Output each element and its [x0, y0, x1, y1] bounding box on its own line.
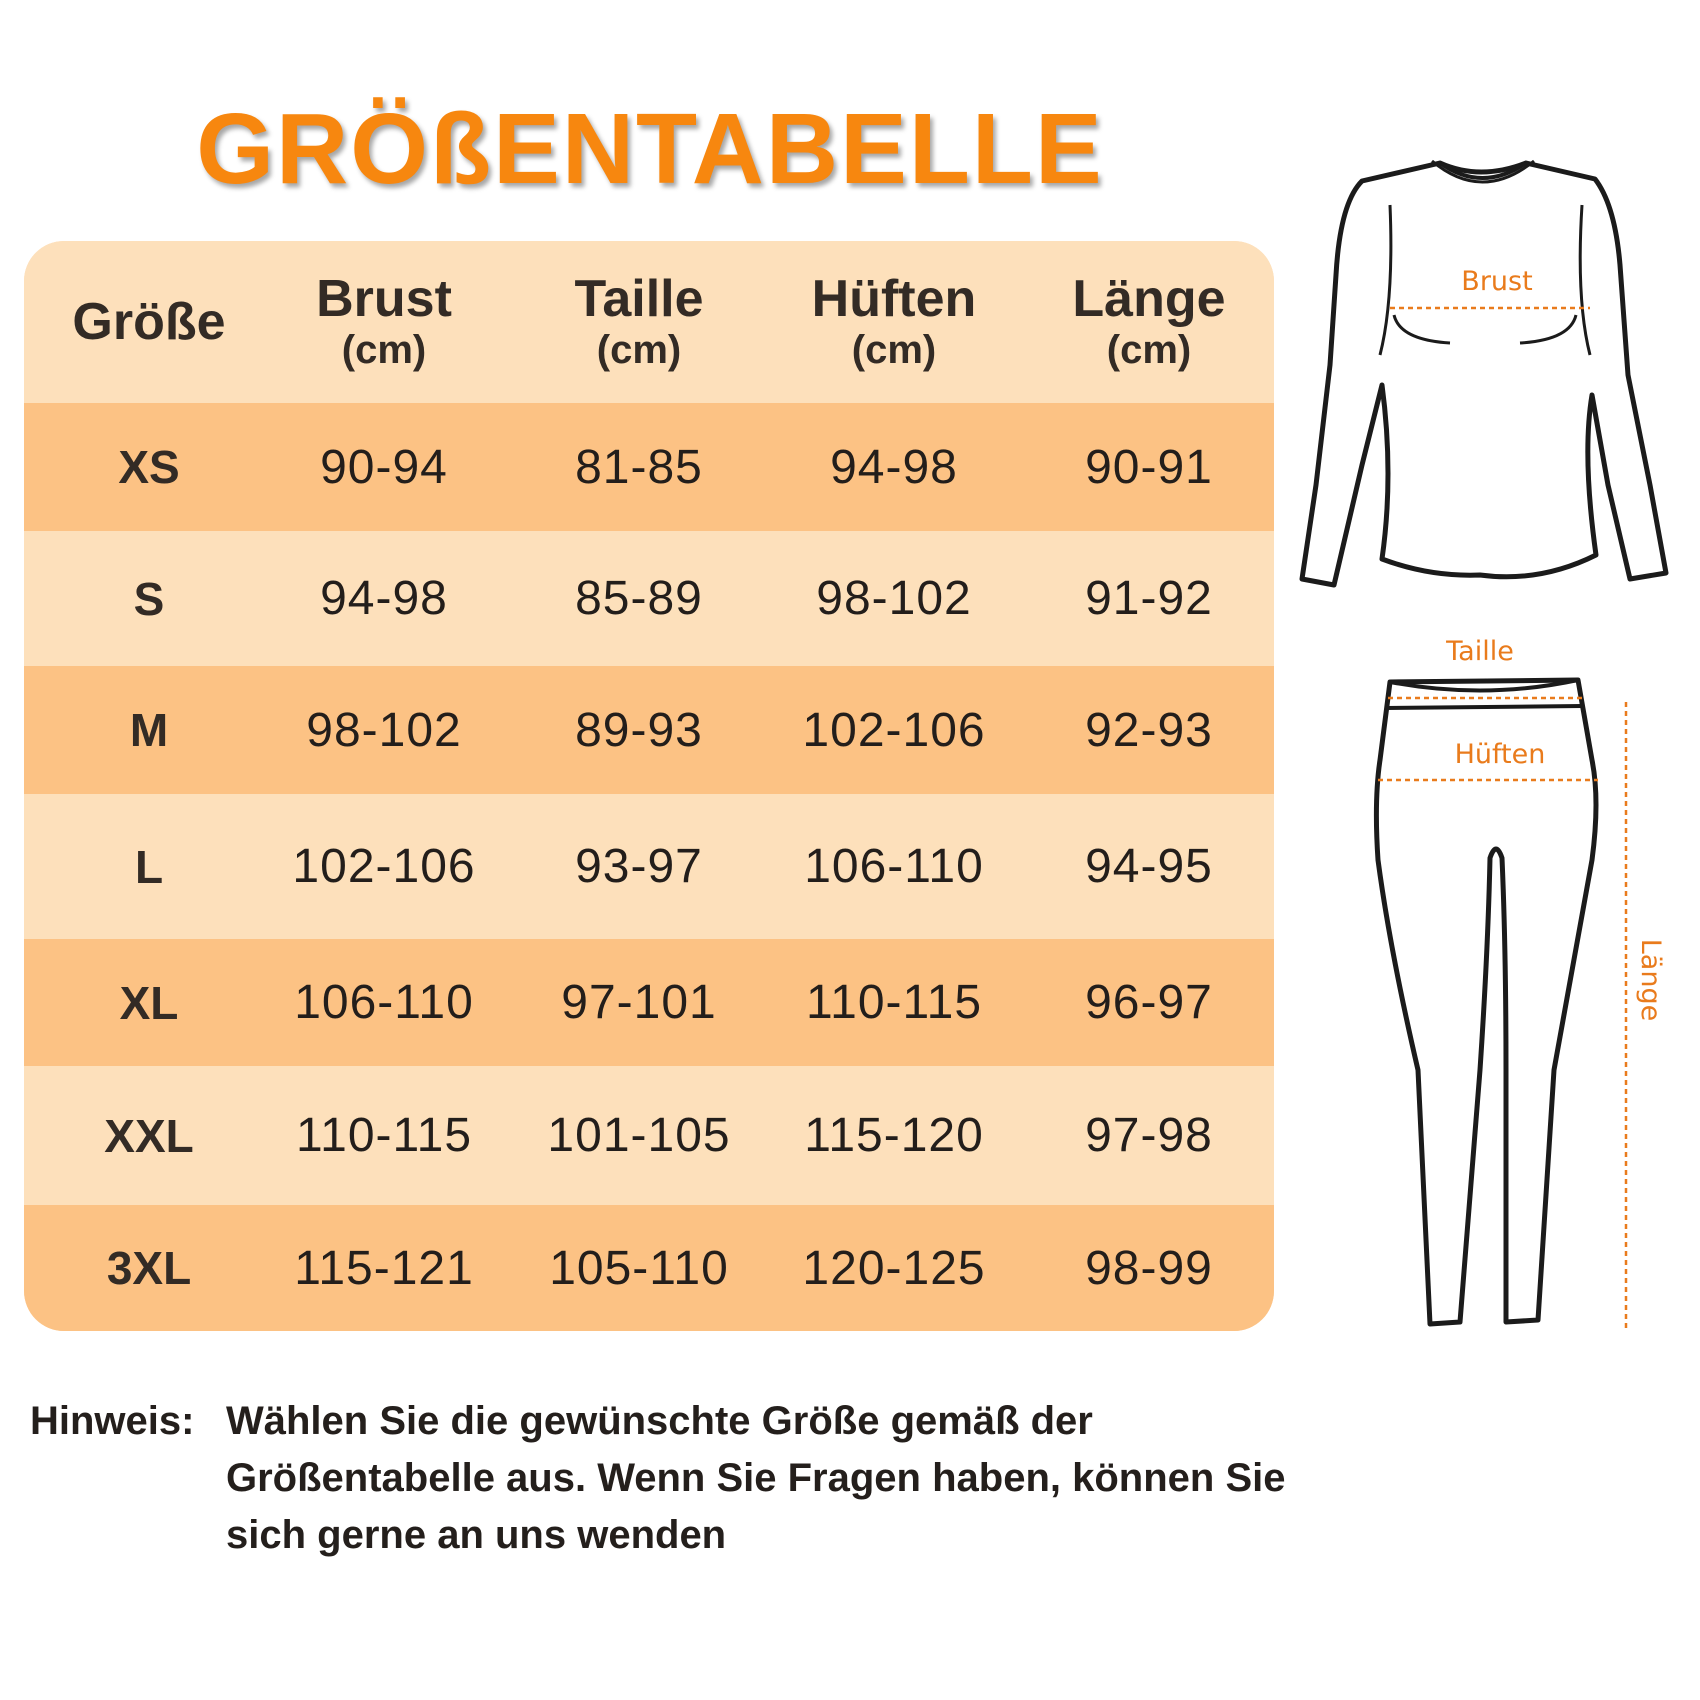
- leggings-diagram: [1330, 630, 1680, 1350]
- length-label: Länge: [1635, 938, 1666, 1022]
- hueften-cell: 102-106: [802, 703, 986, 757]
- hueften-cell: 115-120: [804, 1109, 984, 1162]
- table-row-3xl: [24, 1205, 1274, 1331]
- size-cell: XXL: [104, 1109, 194, 1162]
- table-row-m: [24, 666, 1274, 794]
- laenge-cell: 97-98: [1085, 1109, 1213, 1162]
- header-brust-label: Brust: [316, 270, 452, 328]
- size-cell: S: [133, 572, 165, 625]
- laenge-cell: 90-91: [1085, 440, 1213, 494]
- taille-cell: 105-110: [549, 1241, 729, 1295]
- chest-label: Brust: [1461, 266, 1533, 297]
- brust-cell: 94-98: [320, 572, 448, 625]
- hueften-cell: 98-102: [816, 572, 972, 625]
- header-size: [24, 241, 274, 403]
- hip-label: Hüften: [1454, 739, 1546, 770]
- header-taille-unit: (cm): [596, 328, 682, 372]
- taille-cell: 97-101: [561, 976, 717, 1029]
- shirt-outline-icon: [1290, 155, 1700, 595]
- size-cell: 3XL: [106, 1242, 192, 1294]
- table-header-row: [24, 241, 1274, 403]
- size-cell: M: [129, 704, 169, 756]
- taille-cell: 93-97: [575, 840, 703, 893]
- table-row-xxl: [24, 1066, 1274, 1205]
- leggings-outline-icon: [1330, 630, 1680, 1350]
- brust-cell: 102-106: [292, 840, 476, 893]
- page-title: GRÖßENTABELLE: [196, 93, 1104, 205]
- hueften-cell: 94-98: [830, 440, 958, 494]
- header-taille: [509, 241, 769, 403]
- size-table: [24, 241, 1274, 1331]
- laenge-cell: 94-95: [1085, 840, 1213, 893]
- header-brust-unit: (cm): [341, 328, 427, 372]
- header-laenge: [1019, 241, 1274, 403]
- hueften-cell: 120-125: [802, 1241, 986, 1295]
- header-hueften-unit: (cm): [851, 328, 937, 372]
- hueften-cell: 106-110: [804, 840, 984, 893]
- header-laenge-label: Länge: [1072, 270, 1226, 328]
- note-text: Wählen Sie die gewünschte Größe gemäß der Größentabelle aus. Wenn Sie Fragen haben, können Sie sich gerne an uns wenden: [226, 1399, 1286, 1557]
- hueften-cell: 110-115: [805, 976, 983, 1029]
- laenge-cell: 96-97: [1085, 976, 1213, 1029]
- note: [30, 1393, 1360, 1564]
- taille-cell: 81-85: [575, 440, 703, 494]
- laenge-cell: 98-99: [1085, 1241, 1213, 1295]
- header-laenge-unit: (cm): [1106, 328, 1192, 372]
- table-row-l: [24, 794, 1274, 939]
- brust-cell: 115-121: [294, 1241, 474, 1295]
- brust-cell: 98-102: [306, 703, 462, 757]
- brust-cell: 106-110: [294, 976, 474, 1029]
- brust-cell: 110-115: [295, 1109, 473, 1162]
- size-cell: XL: [119, 976, 179, 1029]
- laenge-cell: 92-93: [1085, 703, 1213, 757]
- brust-cell: 90-94: [320, 440, 448, 494]
- table-row-xl: [24, 939, 1274, 1066]
- shirt-diagram: [1290, 155, 1700, 595]
- size-cell: XS: [118, 441, 180, 493]
- size-cell: L: [134, 840, 164, 893]
- header-hueften-label: Hüften: [811, 270, 977, 328]
- header-brust: [254, 241, 514, 403]
- laenge-cell: 91-92: [1085, 572, 1213, 625]
- taille-cell: 89-93: [575, 703, 703, 757]
- note-label: Hinweis:: [30, 1399, 195, 1443]
- header-taille-label: Taille: [574, 270, 704, 328]
- table-row-xs: [24, 403, 1274, 531]
- table-row-s: [24, 531, 1274, 666]
- waist-label: Taille: [1446, 636, 1514, 667]
- taille-cell: 85-89: [575, 572, 703, 625]
- taille-cell: 101-105: [547, 1109, 731, 1162]
- header-hueften: [764, 241, 1024, 403]
- header-size-label: Größe: [72, 293, 226, 351]
